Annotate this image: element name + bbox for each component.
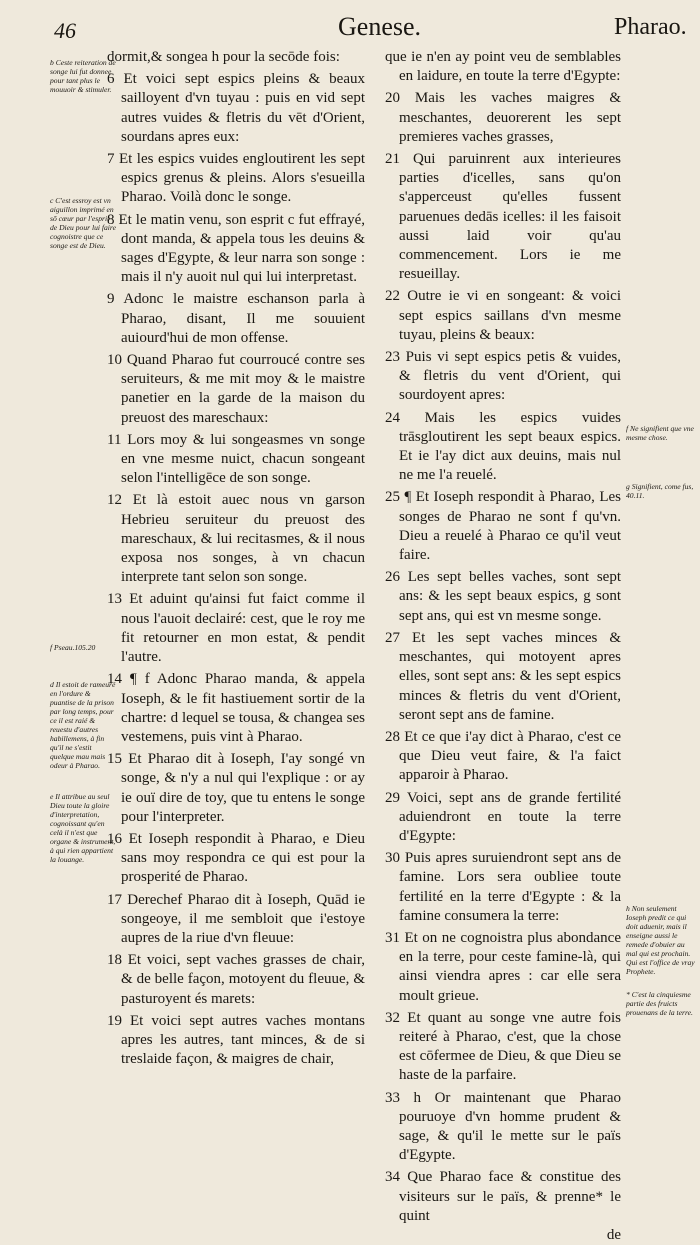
verse-paragraph: 27 Et les sept vaches minces & meschantes, qui motoyent apres elles, sont sept ans: & les sept espics minces & fletris du vent d'Orient, seront sept ans de famine. bbox=[385, 629, 621, 723]
margin-note: f Ne signifient que vne mesme chose. bbox=[626, 424, 694, 442]
verse-paragraph: 24 Mais les espics vuides trāsgloutirent les sept beaux espics. Et ie l'ay dict aux deuins, mais nul ne me l'a reuelé. bbox=[385, 409, 621, 484]
margin-note: d Il estoit de rameuré en l'ordure & puantise de la prison par long temps, pour ce il est raié & reuestu d'autres habillemens, à fin qu'il ne s'estit quelque mau mais odeur à Pharao. bbox=[50, 680, 116, 770]
verse-paragraph: 13 Et aduint qu'ainsi fut faict comme il nous l'auoit declairé: cest, que le roy me fit retourner en mon estat, & pendit l'autre. bbox=[107, 591, 365, 666]
margin-note: b Ceste reiteration de songe lui fut donnee pour tant plus le mouuoir & stimuler. bbox=[50, 58, 116, 94]
verse-paragraph: 6 Et voici sept espics pleins & beaux sailloyent d'vn tuyau : puis en vid sept autres vuides & fletris du vēt d'Orient, sourdans apres eux: bbox=[107, 71, 365, 145]
verse-paragraph: 34 Que Pharao face & constitue des visiteurs sur le païs, & prenne* le quint bbox=[385, 1169, 621, 1224]
verse-paragraph: 29 Voici, sept ans de grande fertilité aduiendront en toute la terre d'Egypte: bbox=[385, 789, 621, 844]
running-subject: Pharao. bbox=[614, 14, 687, 40]
verse-paragraph: 25 ¶ Et Ioseph respondit à Pharao, Les songes de Pharao ne sont f qu'vn. Dieu a reuelé à Pharao ce qu'il veut faire. bbox=[385, 489, 621, 564]
verse-paragraph: 22 Outre ie vi en songeant: & voici sept espics saillans d'vn mesme tuyau, pleins & beaux: bbox=[385, 288, 621, 343]
verse-paragraph: 11 Lors moy & lui songeasmes vn songe en vne mesme nuict, chacun songeant selon l'intelligēce de son songe. bbox=[107, 431, 365, 487]
verse-paragraph: 30 Puis apres suruiendront sept ans de famine. Lors sera oubliee toute fertilité en la terre d'Egypte : & la famine consumera la terre: bbox=[385, 850, 621, 924]
verse-paragraph: 23 Puis vi sept espics petis & vuides, & fletris du vent d'Orient, qui sourdoyent apres: bbox=[385, 349, 621, 404]
verse-paragraph: 33 h Or maintenant que Pharao pouruoye d'vn homme prudent & sage, & qu'il le mette sur le païs d'Egypte. bbox=[385, 1089, 621, 1164]
verse-paragraph: 12 Et là estoit auec nous vn garson Hebrieu seruiteur du preuost des mareschaux, & lui recitasmes, & il nous exposa nos songes, à vn chacun interprete tant selon son songe. bbox=[107, 492, 365, 586]
margin-note: c C'est essroy est vn aiguillon imprimé en sō cœur par l'esprit de Dieu pour lui faire cognoistre que ce songe est de Dieu. bbox=[50, 196, 116, 250]
verse-paragraph: 26 Les sept belles vaches, sont sept ans: & les sept beaux espics, g sont sept ans, qui est vn mesme songe. bbox=[385, 569, 621, 624]
verse-paragraph: 8 Et le matin venu, son esprit c fut effrayé, dont manda, & appela tous les deuins & sages d'Egypte, & leur narra son songe : mais il n'y auoit nul qui lui interpretast. bbox=[107, 211, 365, 286]
verse-paragraph: 28 Et ce que i'ay dict à Pharao, c'est ce que Dieu veut faire, & l'a faict apparoir à Pharao. bbox=[385, 728, 621, 784]
page-number: 46 bbox=[54, 18, 76, 43]
verse-paragraph: 17 Derechef Pharao dit à Ioseph, Quād ie songeoye, il me sembloit que i'estoye aupres de la riue d'vn fleuue: bbox=[107, 891, 365, 946]
verse-paragraph: que ie n'en ay point veu de semblables en laidure, en toute la terre d'Egypte: bbox=[385, 49, 621, 85]
right-text-column bbox=[385, 48, 621, 1245]
margin-note: f Pseau.105.20 bbox=[50, 643, 96, 652]
catchword: de bbox=[606, 1226, 621, 1243]
verse-paragraph: 7 Et les espics vuides engloutirent les sept espics grenus & pleins. Alors s'esueilla Pharao. Voilà donc le songe. bbox=[107, 151, 365, 206]
margin-note: e Il attribue au seul Dieu toute la gloire d'interpretation, cognoissant qu'en celà il n'est que organe & instrument, à qui rien appartient la louange. bbox=[50, 792, 116, 864]
left-text-column bbox=[107, 48, 365, 1069]
verse-paragraph: 31 Et on ne cognoistra plus abondance en la terre, pour ceste famine-là, qui ainsi viendra apres : car elle sera moult grieue. bbox=[385, 929, 621, 1004]
margin-note: * C'est la cinquiesme partie des fruicts prouenans de la terre. bbox=[626, 990, 693, 1017]
verse-paragraph: 14 ¶ f Adonc Pharao manda, & appela Ioseph, & le fit hastiuement sortir de la chartre: d lequel se tousa, & changea ses vestemens, puis vint à Pharao. bbox=[107, 671, 365, 745]
margin-note: h Non seulement Ioseph predit ce qui doit aduenir, mais il enseigne aussi le remede d'obuier au mal qui est prochain. Qui est l'office de vray Prophete. bbox=[626, 904, 695, 976]
verse-paragraph: 18 Et voici, sept vaches grasses de chair, & de belle façon, motoyent du fleuue, & pasturoyent és marets: bbox=[107, 952, 365, 1007]
verse-paragraph: 15 Et Pharao dit à Ioseph, I'ay songé vn songe, & n'y a nul qui l'explique : or ay ie ouï dire de toy, que tu entens le songe pour l'interpreter. bbox=[107, 751, 365, 825]
verse-paragraph: 9 Adonc le maistre eschanson parla à Pharao, disant, Il me souuient auiourd'hui de mon offense. bbox=[107, 291, 365, 346]
margin-note: g Signifient, come fus, 40.11. bbox=[626, 482, 694, 500]
verse-paragraph: 16 Et Ioseph respondit à Pharao, e Dieu sans moy respondra ce qui est pour la prosperité de Pharao. bbox=[107, 830, 365, 886]
verse-paragraph: 20 Mais les vaches maigres & meschantes, deuorerent les sept premieres vaches grasses, bbox=[385, 90, 621, 145]
verse-paragraph: 19 Et voici sept autres vaches montans apres les autres, tant minces, & de si treslaide façon, & maigres de chair, bbox=[107, 1012, 365, 1068]
verse-paragraph: 10 Quand Pharao fut courroucé contre ses seruiteurs, & me mit moy & le maistre panetier en la garde de la maison du preuost des mareschaux: bbox=[107, 352, 365, 426]
verse-paragraph: dormit,& songea h pour la secōde fois: bbox=[107, 49, 340, 65]
running-title: Genese. bbox=[338, 12, 422, 41]
verse-paragraph: 21 Qui paruinrent aux interieures parties d'icelles, sans qu'on s'apperceust qu'elles fussent paruenues dedās icelles: il les faisoit aussi laid voir qu'au commencement. Lors ie me resueillay. bbox=[385, 151, 621, 283]
verse-paragraph: 32 Et quant au songe vne autre fois reiteré à Pharao, c'est, que la chose est cōfermee de Dieu, & que Dieu se haste de la parfaire. bbox=[385, 1009, 621, 1084]
